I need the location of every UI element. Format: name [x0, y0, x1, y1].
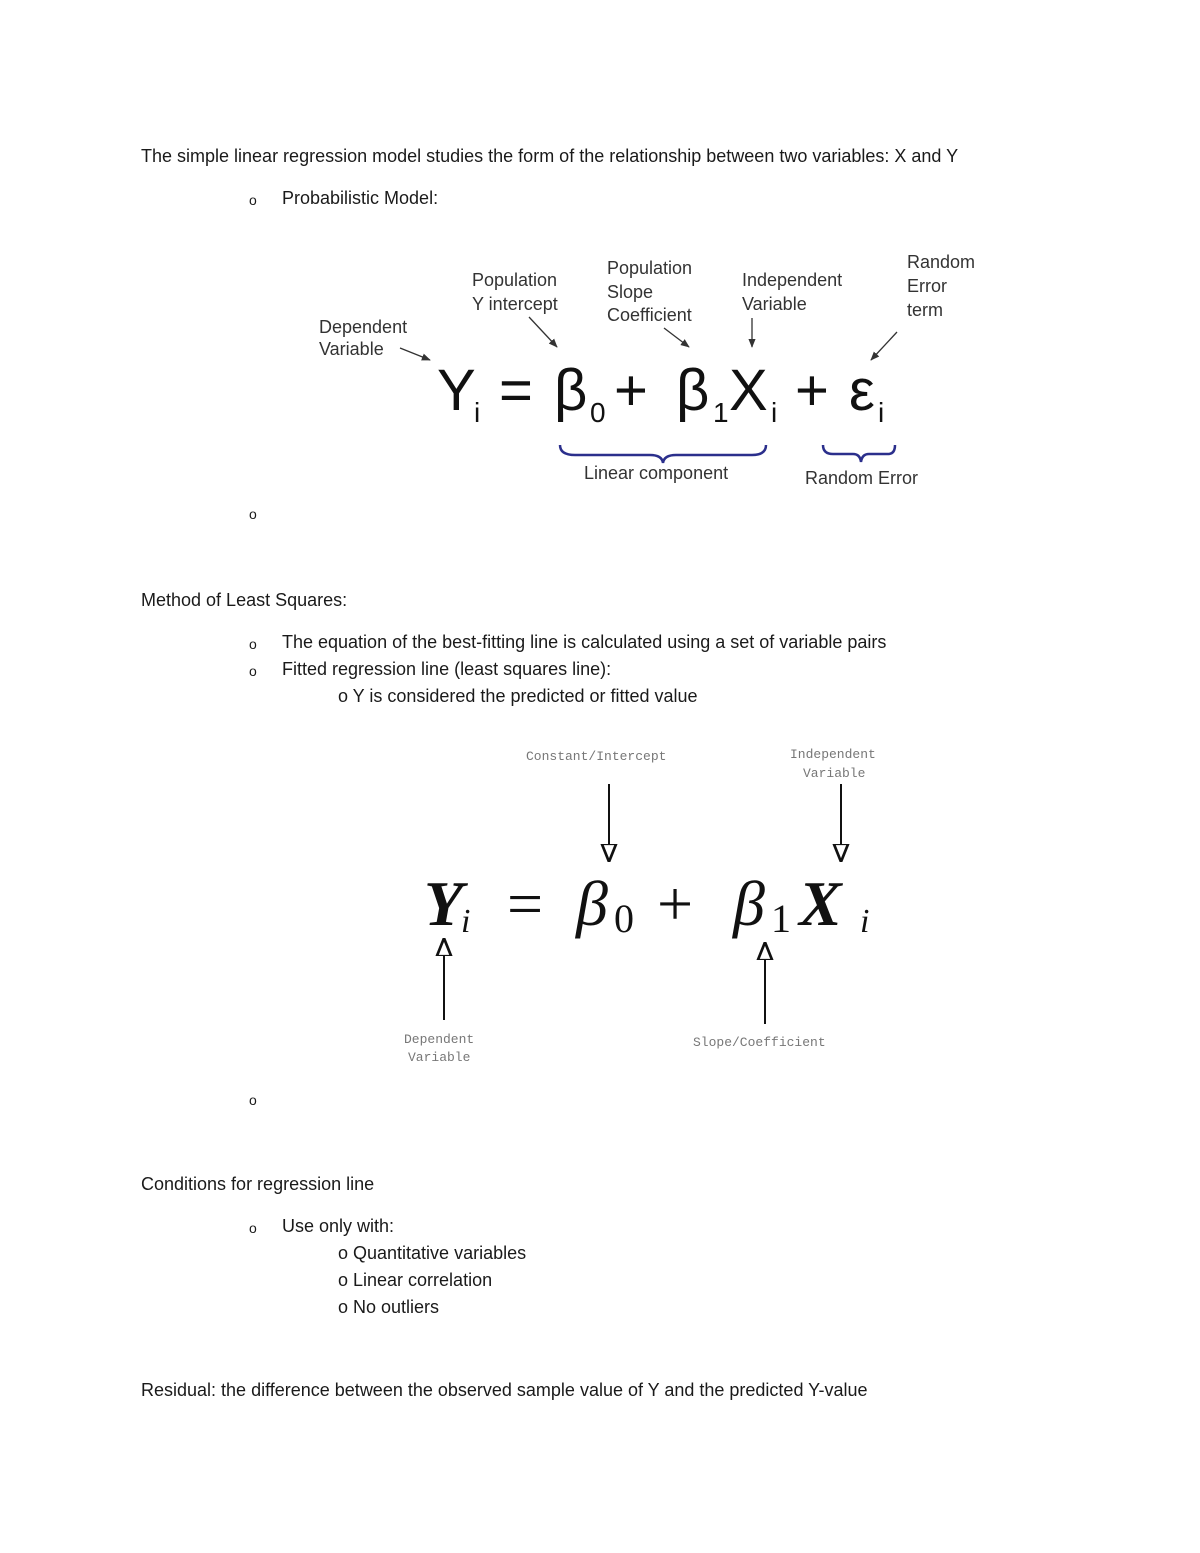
- linear-component-brace: [560, 445, 766, 463]
- dependent-variable-label-line2: Variable: [319, 339, 384, 359]
- error-arrow: [871, 332, 897, 360]
- eq1-beta0: β: [554, 358, 588, 423]
- linear-component-label: Linear component: [584, 463, 729, 483]
- dependent-variable-label2-line1: Dependent: [404, 1032, 475, 1047]
- eq2-X-subscript: i: [860, 903, 870, 940]
- independent-variable-label2-line2: Variable: [803, 766, 866, 781]
- eq1-beta0-subscript: 0: [590, 397, 606, 428]
- eq1-X: X: [729, 358, 768, 423]
- eq1-plus1: +: [614, 358, 648, 423]
- eq2-beta0: β: [576, 868, 608, 939]
- population-slope-label-line1: Population: [607, 258, 693, 278]
- eq1-epsilon-subscript: i: [878, 397, 885, 428]
- conditions-heading: Conditions for regression line: [141, 1174, 375, 1194]
- conditions-bullet: Use only with:: [282, 1216, 395, 1236]
- bullet-marker: o: [249, 663, 257, 679]
- eq1-epsilon: ε: [849, 358, 875, 423]
- eq1-plus2: +: [795, 358, 829, 423]
- bullet-marker: o: [249, 636, 257, 652]
- eq2-Y-subscript: i: [461, 903, 471, 940]
- eq2-equals: =: [507, 868, 544, 939]
- eq1-X-subscript: i: [771, 397, 778, 428]
- bullet-marker: o: [249, 192, 257, 208]
- residual-definition: Residual: the difference between the observed sample value of Y and the predicted Y-value: [141, 1380, 868, 1400]
- eq1-equals: =: [499, 358, 533, 423]
- condition-item: o No outliers: [338, 1297, 440, 1317]
- probabilistic-model-label: Probabilistic Model:: [282, 188, 439, 208]
- population-slope-label-line3: Coefficient: [607, 305, 692, 325]
- random-error-term-label-line2: Error: [907, 276, 947, 296]
- random-error-label: Random Error: [805, 468, 919, 488]
- dependent-arrow: [400, 348, 430, 360]
- intercept-arrow: [529, 317, 557, 347]
- slope-arrow: [664, 328, 689, 347]
- bullet-marker: o: [249, 1092, 257, 1108]
- eq2-X: X: [799, 868, 842, 939]
- least-squares-heading: Method of Least Squares:: [141, 590, 348, 610]
- independent-variable-label-line1: Independent: [742, 270, 843, 290]
- least-squares-bullet-1: The equation of the best-fitting line is calculated using a set of variable pairs: [282, 632, 887, 652]
- random-error-term-label-line1: Random: [907, 252, 976, 272]
- least-squares-bullet-2: Fitted regression line (least squares line):: [282, 659, 612, 679]
- condition-item: o Linear correlation: [338, 1270, 493, 1290]
- eq1-Y-subscript: i: [474, 397, 481, 428]
- bullet-marker: o: [249, 506, 257, 522]
- eq2-Y: Y: [424, 868, 464, 939]
- eq2-plus: +: [657, 868, 694, 939]
- constant-intercept-label: Constant/Intercept: [526, 749, 667, 764]
- eq1-beta1-subscript: 1: [713, 397, 729, 428]
- eq1-beta1: β: [676, 358, 710, 423]
- condition-item: o Quantitative variables: [338, 1243, 527, 1263]
- dependent-variable-label-line1: Dependent: [319, 317, 408, 337]
- independent-variable-label2-line1: Independent: [790, 747, 876, 762]
- least-squares-sub-bullet: o Y is considered the predicted or fitted value: [338, 686, 698, 706]
- eq2-beta1: β: [733, 868, 765, 939]
- population-intercept-label-line2: Y intercept: [472, 294, 558, 314]
- eq2-beta0-subscript: 0: [614, 896, 634, 941]
- bullet-marker: o: [249, 1220, 257, 1236]
- population-slope-label-line2: Slope: [607, 282, 654, 302]
- slope-coefficient-label: Slope/Coefficient: [693, 1035, 826, 1050]
- intro-text: The simple linear regression model studies the form of the relationship between two variables: X and Y: [141, 146, 959, 166]
- dependent-variable-label2-line2: Variable: [408, 1050, 471, 1065]
- random-error-term-label-line3: term: [907, 300, 943, 320]
- eq2-beta1-subscript: 1: [771, 896, 791, 941]
- independent-variable-label-line2: Variable: [742, 294, 807, 314]
- eq1-Y: Y: [437, 358, 476, 423]
- population-intercept-label-line1: Population: [472, 270, 558, 290]
- random-error-brace: [823, 445, 895, 462]
